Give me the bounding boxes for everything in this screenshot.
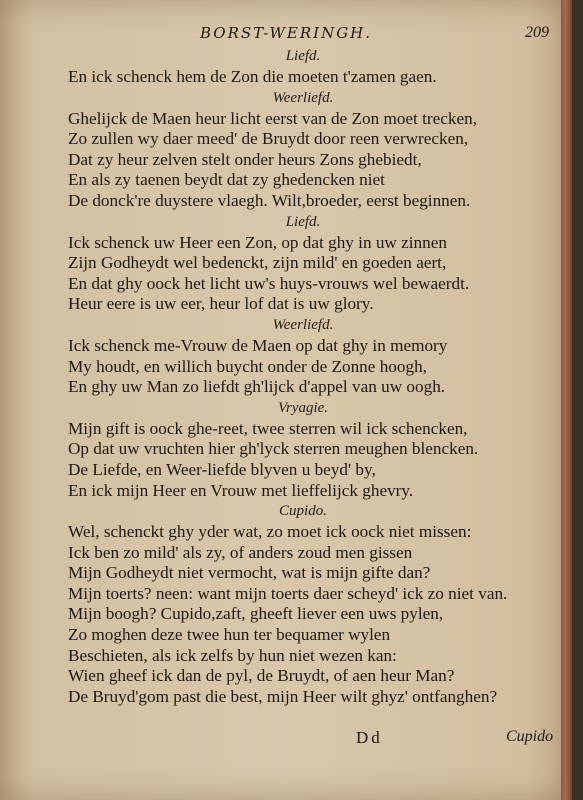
running-head: BORST-WERINGH. <box>200 24 373 42</box>
verse-line: De Bruyd'gom past die best, mijn Heer wilt ghyz' ontfanghen? <box>68 686 498 706</box>
text-body <box>68 46 538 707</box>
verse-line: Mijn gift is oock ghe-reet, twee sterren wil ick schencken, <box>68 418 468 438</box>
speaker-heading: Liefd. <box>285 213 321 230</box>
signature-mark: Dd <box>356 728 383 747</box>
verse-line: En ghy uw Man zo liefdt gh'lijck d'appel van uw oogh. <box>68 377 446 397</box>
verse-line: Dat zy heur zelven stelt onder heurs Zons ghebiedt, <box>68 149 422 169</box>
verse-line: Zo moghen deze twee hun ter bequamer wylen <box>68 625 391 645</box>
verse-line: En als zy taenen beydt dat zy ghedencken niet <box>68 170 385 190</box>
speaker-heading: Weerliefd. <box>272 316 334 333</box>
page-edge <box>561 0 572 800</box>
verse-line: En ick mijn Heer en Vrouw met lieffelijck ghevry. <box>68 480 414 500</box>
verse-line: My houdt, en willich buycht onder de Zonne hoogh, <box>68 356 427 376</box>
verse-line: Heur eere is uw eer, heur lof dat is uw glory. <box>68 294 374 314</box>
verse-line: Op dat uw vruchten hier gh'lyck sterren meughen blencken. <box>68 439 479 459</box>
verse-line: De donck're duystere vlaegh. Wilt,broeder, eerst beginnen. <box>68 190 471 210</box>
verse-line: Ghelijck de Maen heur licht eerst van de Zon moet trecken, <box>68 108 478 128</box>
verse-line: Mijn Godheydt niet vermocht, wat is mijn gifte dan? <box>68 563 431 583</box>
verse-line: En ick schenck hem de Zon die moeten t'zamen gaen. <box>68 67 437 86</box>
verse-line: Beschieten, als ick zelfs by hun niet wezen kan: <box>68 645 397 665</box>
page-header <box>0 20 572 46</box>
speaker-heading: Vryagie. <box>277 399 329 416</box>
speaker-heading: Liefd. <box>285 48 321 64</box>
page-footer <box>0 728 572 752</box>
page-number: 209 <box>525 24 549 41</box>
speaker-heading: Weerliefd. <box>272 89 334 106</box>
speaker-heading: Cupido. <box>279 503 327 520</box>
verse-line: Wien gheef ick dan de pyl, de Bruydt, of aen heur Man? <box>68 666 455 686</box>
verse-line: Ick schenck me-Vrouw de Maen op dat ghy in memory <box>68 335 448 355</box>
verse-line: Zo zullen wy daer meed' de Bruydt door reen verwrecken, <box>68 129 469 149</box>
catchword: Cupido <box>506 728 554 745</box>
verse-line: Ick schenck uw Heer een Zon, op dat ghy in uw zinnen <box>68 232 447 252</box>
verse-line: De Liefde, en Weer-liefde blyven u beyd' by, <box>68 459 376 479</box>
verse-line: Wel, schenckt ghy yder wat, zo moet ick oock niet missen: <box>68 522 472 542</box>
verse-line: Zijn Godheydt wel bedenckt, zijn mild' en goeden aert, <box>68 253 447 273</box>
verse-line: Mijn boogh? Cupido,zaft, gheeft liever een uws pylen, <box>68 604 444 624</box>
verse-line: En dat ghy oock het licht uw's huys-vrouws wel bewaerdt. <box>68 273 470 293</box>
verse-line: Mijn toerts? neen: want mijn toerts daer scheyd' ick zo niet van. <box>68 583 508 603</box>
verse-line: Ick ben zo mild' als zy, of anders zoud men gissen <box>68 542 413 562</box>
